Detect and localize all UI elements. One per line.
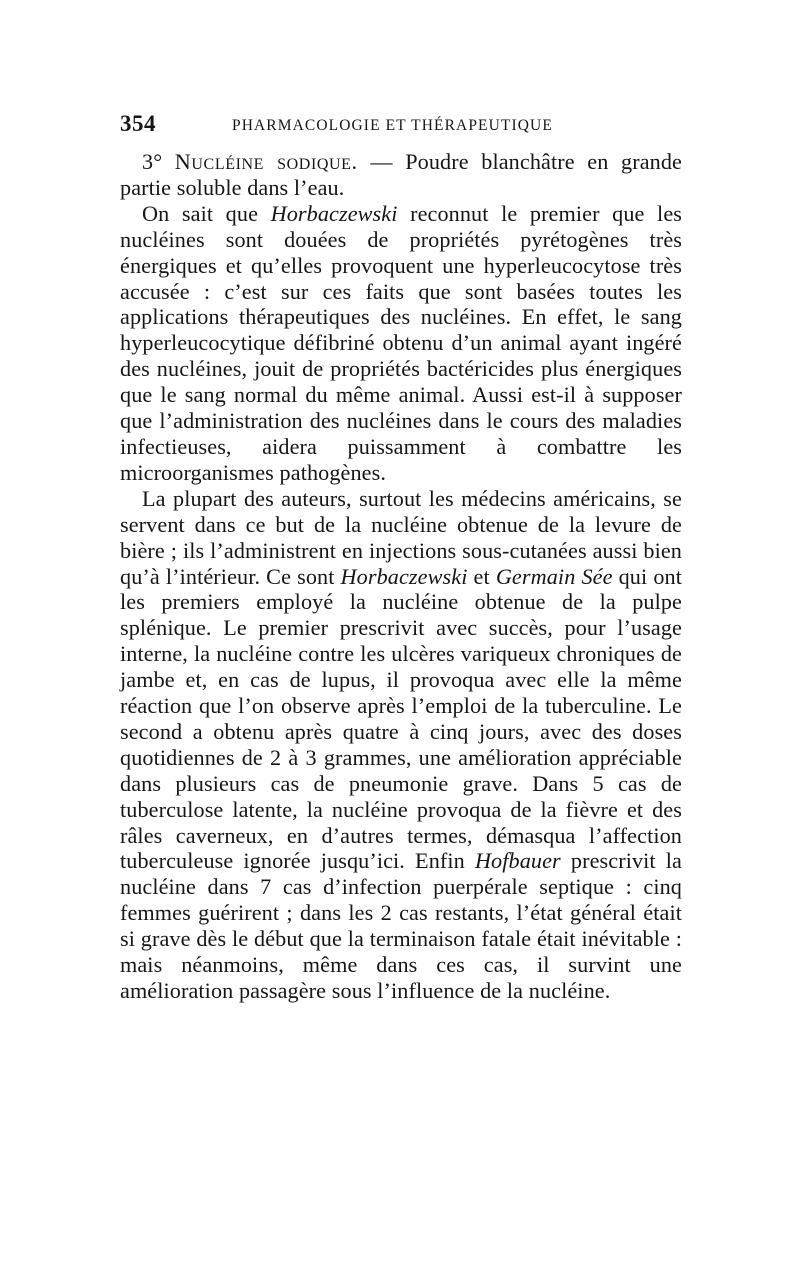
paragraph-1-text-a: On sait que bbox=[142, 200, 271, 226]
author-name: Horbaczewski bbox=[270, 200, 398, 226]
section-number: 3° bbox=[142, 149, 163, 174]
page-number: 354 bbox=[120, 111, 156, 136]
body-text bbox=[120, 149, 682, 1004]
section-heading: Nucléine sodique. bbox=[174, 149, 358, 174]
paragraph-1-text-b: reconnut le premier que les nucléines sont douées de propriétés pyrétogènes très énergiques et qu’elles provoquent une hyperleucocytose très accusée : c’est sur ces faits que sont basées toutes les applications thérapeutiques des nucléines. En effet, le sang hyperleucocytique défibriné obtenu d’un animal ayant ingéré des nucléines, jouit de propriétés bactéricides plus énergiques que le sang normal du même animal. Aussi est-il à supposer que l’administration des nucléines dans le cours des maladies infectieuses, aidera puissamment à combattre les microorganismes pathogènes. bbox=[120, 200, 682, 485]
paragraph-1 bbox=[120, 201, 682, 486]
paragraph-2-text-b: et bbox=[467, 563, 496, 589]
author-name: Horbaczewski bbox=[340, 563, 468, 589]
paragraph-2 bbox=[120, 486, 682, 1004]
running-title: PHARMACOLOGIE ET THÉRAPEUTIQUE bbox=[232, 117, 553, 134]
paragraph-2-text-a: La plupart des auteurs, surtout les médecins américains, se servent dans ce but de la nucléine obtenue de la levure de bière ; ils l’administrent en injections sous-cutanées aussi bien qu’à l’intérieur. Ce sont bbox=[120, 485, 682, 589]
section-dash: — bbox=[357, 149, 406, 174]
author-name: Germain Sée bbox=[495, 563, 613, 589]
paragraph-2-text-c: qui ont les premiers employé la nucléine obtenue de la pulpe splénique. Le premier prescrivit avec succès, pour l’usage interne, la nucléine contre les ulcères variqueux chroniques de jambe et, en cas de lupus, il provoqua avec elle la même réaction que l’on observe après l’emploi de la tuberculine. Le second a obtenu après quatre à cinq jours, avec des doses quotidiennes de 2 à 3 grammes, une amélioration appréciable dans plusieurs cas de pneumonie grave. Dans 5 cas de tuberculose latente, la nucléine provoqua de la fièvre et des râles caverneux, en d’autres termes, démasqua l’affection tuberculeuse ignorée jusqu’ici. Enfin bbox=[120, 563, 682, 874]
author-name: Hofbauer bbox=[474, 848, 561, 874]
paragraph-2-text-d: prescrivit la nucléine dans 7 cas d’infection puerpérale septique : cinq femmes guérirent ; dans les 2 cas restants, l’état général était si grave dès le début que la terminaison fatale était inévitable : mais néanmoins, même dans ces cas, il survint une amélioration passagère sous l’influence de la nucléine. bbox=[120, 848, 682, 1003]
section-text: Poudre blanchâtre en grande partie soluble dans l’eau. bbox=[120, 149, 682, 200]
section-paragraph bbox=[120, 149, 682, 201]
running-head bbox=[120, 111, 680, 141]
